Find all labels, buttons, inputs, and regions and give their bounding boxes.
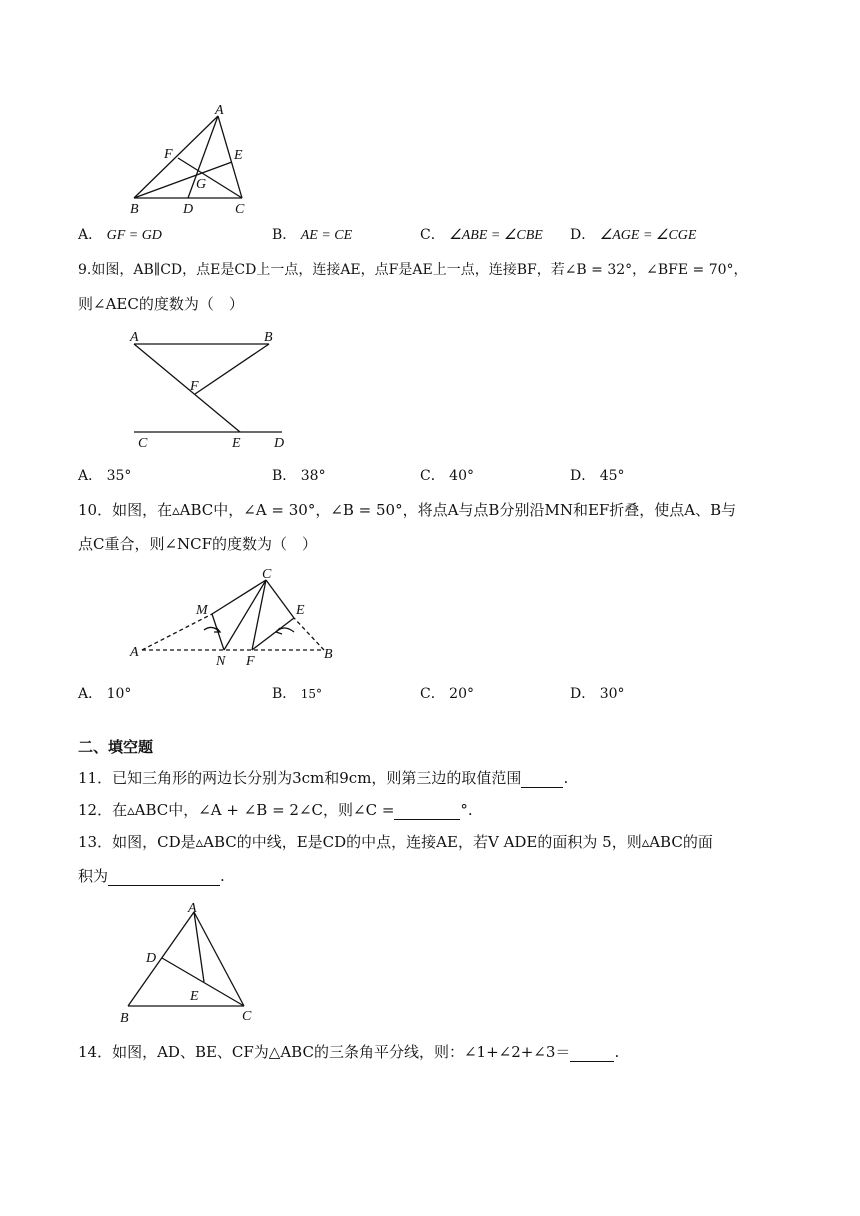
label-C: C <box>235 202 245 217</box>
q12-answer-blank[interactable] <box>394 803 460 820</box>
label-A: A <box>188 901 197 916</box>
label-G: G <box>196 177 207 192</box>
q9-question-line2: 则∠AEC的度数为（ ） <box>78 295 244 313</box>
q13-answer-blank[interactable] <box>108 869 220 886</box>
q13-question-line1: 13．如图，CD是▵ABC的中线，E是CD的中点，连接AE，若V ADE的面积为 5，则▵ABC的面 <box>78 833 713 851</box>
label-E: E <box>190 989 199 1004</box>
label-D: D <box>146 951 157 966</box>
label-B: B <box>324 647 333 662</box>
q10-question-line2: 点C重合，则∠NCF的度数为（ ） <box>78 535 318 553</box>
q9-question-line1: 9.如图，AB∥CD，点E是CD上一点，连接AE，点F是AE上一点，连接BF，若∠B = 32°，∠BFE = 70°， <box>78 262 748 278</box>
label-A: A <box>130 645 139 660</box>
q10-option-c: C． 20° <box>420 686 474 702</box>
label-D: D <box>183 202 194 217</box>
q9-option-c: C． 40° <box>420 468 474 484</box>
label-D: D <box>274 436 285 451</box>
label-F: F <box>190 379 199 394</box>
q8-option-c: C． ∠ABE = ∠CBE <box>420 227 543 243</box>
q10-figure <box>124 566 346 670</box>
label-M: M <box>196 603 208 618</box>
q10-option-a: A． 10° <box>78 686 132 702</box>
q8-option-d: D． ∠AGE = ∠CGE <box>570 227 697 243</box>
label-F: F <box>164 147 173 162</box>
q12-question: 12．在▵ABC中，∠A + ∠B = 2∠C，则∠C = °. <box>78 801 473 819</box>
label-N: N <box>216 654 226 669</box>
label-B: B <box>120 1011 129 1026</box>
q8-figure <box>120 100 270 218</box>
q9-option-b: B． 38° <box>272 468 326 484</box>
q11-answer-blank[interactable] <box>521 771 563 788</box>
q10-option-d: D． 30° <box>570 686 625 702</box>
q9-figure <box>124 328 294 452</box>
label-E: E <box>234 148 243 163</box>
q10-option-b: B． 15° <box>272 686 323 702</box>
q13-figure <box>116 898 266 1028</box>
label-E: E <box>232 436 241 451</box>
q13-question-line2: 积为 . <box>78 867 225 885</box>
q9-option-a: A． 35° <box>78 468 132 484</box>
q14-question: 14．如图，AD、BE、CF为△ABC的三条角平分线，则：∠1+∠2+∠3＝ . <box>78 1043 620 1061</box>
label-F: F <box>246 654 255 669</box>
label-B: B <box>130 202 139 217</box>
label-C: C <box>242 1009 252 1024</box>
q9-option-d: D． 45° <box>570 468 625 484</box>
q14-answer-blank[interactable] <box>570 1045 614 1062</box>
q10-question-line1: 10．如图，在▵ABC中，∠A = 30°，∠B = 50°，将点A与点B分别沿MN和EF折叠，使点A、B与 <box>78 501 737 519</box>
label-B: B <box>264 330 273 345</box>
q8-option-a: A． GF = GD <box>78 227 162 243</box>
label-E: E <box>296 603 305 618</box>
label-A: A <box>215 103 224 118</box>
q11-question: 11．已知三角形的两边长分别为3cm和9cm，则第三边的取值范围 . <box>78 769 569 787</box>
q8-option-b: B． AE = CE <box>272 227 353 243</box>
label-C: C <box>262 567 272 582</box>
label-A: A <box>130 330 139 345</box>
section-title: 二、填空题 <box>78 738 154 756</box>
label-C: C <box>138 436 148 451</box>
